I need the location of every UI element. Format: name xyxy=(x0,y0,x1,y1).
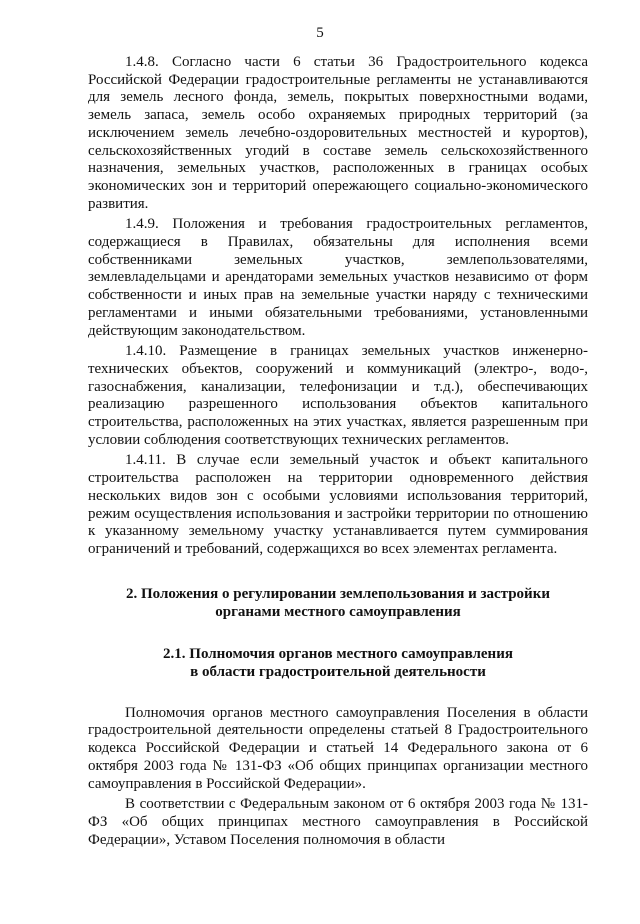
document-body xyxy=(88,54,588,849)
paragraph-1-4-10: 1.4.10. Размещение в границах земельных участков инженерно-технических объектов, сооружений и коммуникаций (электро-, водо-, газоснабжения, канализации, телефонизации и т.д.), обеспечивающих реализацию разрешенного использования объектов капитального строительства, расположенных на этих участках, является разрешенным при условии соблюдения соответствующих технических регламентов. xyxy=(88,343,588,448)
section-2-1-heading xyxy=(88,645,588,681)
paragraph-1-4-9: 1.4.9. Положения и требования градостроительных регламентов, содержащиеся в Правилах, обязательны для исполнения всеми собственниками земельных участков, землепользователями, землевладельцами и арендаторами земельных участков независимо от форм собственности и иных прав на земельные участки наряду с техническими регламентами и иными обязательными требованиями, установленными действующим законодательством. xyxy=(88,216,588,339)
section-2-1-heading-line-2: в области градостроительной деятельности xyxy=(190,663,486,680)
section-2-heading-line-1: 2. Положения о регулировании землепользования и застройки xyxy=(126,585,550,602)
paragraph-2-1-powers: Полномочия органов местного самоуправления Поселения в области градостроительной деятельности определены статьей 8 Градостроительного кодекса Российской Федерации и статьей 14 Федерального закона от 6 октября 2003 года № 131-ФЗ «Об общих принципах организации местного самоуправления в Российской Федерации». xyxy=(88,704,588,792)
paragraph-1-4-11: 1.4.11. В случае если земельный участок и объект капитального строительства расположен на территории одновременного действия нескольких видов зон с особыми условиями использования территорий, режим осуществления использования и застройки территории по отношению к указанному земельному участку устанавливается путем суммирования ограничений и требований, содержащихся во всех элементах регламента. xyxy=(88,452,588,557)
paragraph-1-4-8: 1.4.8. Согласно части 6 статьи 36 Градостроительного кодекса Российской Федерации градостроительные регламенты не устанавливаются для земель лесного фонда, земель, покрытых поверхностными водами, земель запаса, земель особо охраняемых природных территорий (за исключением земель лечебно-оздоровительных местностей и курортов), сельскохозяйственных угодий в составе земель сельскохозяйственного назначения, земельных участков, расположенных в границах особых экономических зон и территорий опережающего социально-экономического развития. xyxy=(88,54,588,212)
section-2-heading-line-2: органами местного самоуправления xyxy=(215,603,461,620)
page-number: 5 xyxy=(316,25,324,41)
section-2-1-heading-line-1: 2.1. Полномочия органов местного самоуправления xyxy=(163,645,513,662)
section-2-heading xyxy=(88,585,588,621)
paragraph-2-1-federal-law: В соответствии с Федеральным законом от 6 октября 2003 года № 131-ФЗ «Об общих принципах местного самоуправления в Российской Федерации», Уставом Поселения полномочия в области xyxy=(88,796,588,848)
